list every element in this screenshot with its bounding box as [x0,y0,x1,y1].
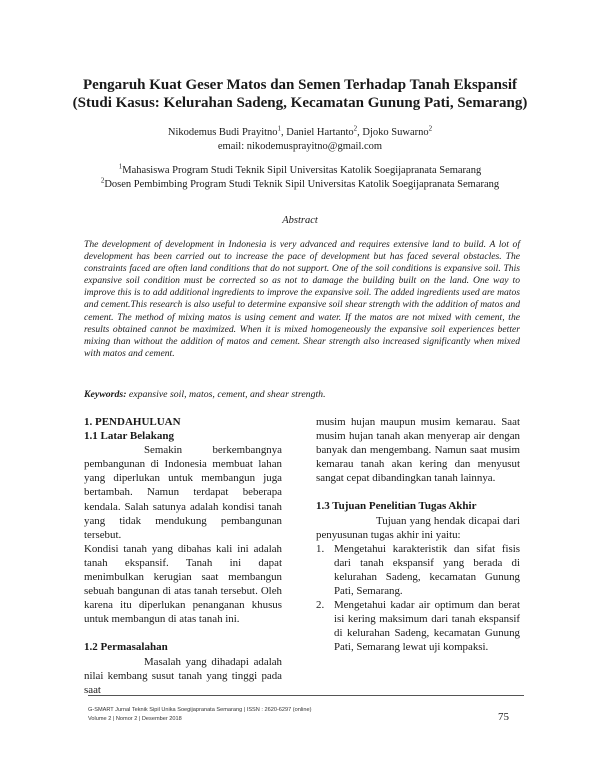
affiliation-2-text: Dosen Pembimbing Program Studi Teknik Sipil Universitas Katolik Soegijapranata Semarang [104,179,500,190]
list-item-text: Mengetahui kadar air optimum dan berat isi kering maksimum dari tanah ekspansif di kelurahan Sadeng, kecamatan Gunung Pati, Semarang lewat uji kompaksi. [334,599,520,654]
affiliation-2-mark: 2 [100,176,105,185]
list-item [316,598,520,654]
list-item [316,542,520,598]
keywords [84,389,520,400]
author-1: Nikodemus Budi Prayitno [167,127,278,138]
affiliation-1-text: Mahasiswa Program Studi Teknik Sipil Universitas Katolik Soegijapranata Semarang [122,165,482,176]
author-list: Nikodemus Budi Prayitno$^1$, Daniel Hartanto$^2$, Djoko Suwarno$^2$ [167,124,433,138]
paragraph: Semakin berkembangnya pembangunan di Indonesia membuat lahan yang diperlukan untuk membangun juga bertambah. Namun terdapat beberapa kendala. Salah satunya adalah kondisi tanah yang tidak mendukung pembangunan tersebut. [84,444,282,541]
section-1-heading: 1. PENDAHULUAN [84,416,181,428]
section-1-1-heading: 1.1 Latar Belakang [84,430,174,443]
footer-journal-line: G-SMART Jurnal Teknik Sipil Unika Soegijapranata Semarang | ISSN : 2620-6297 (online) [88,707,312,713]
keywords-label: Keywords: [84,389,127,400]
list-item-number: 2. [316,599,325,612]
abstract-heading: Abstract [282,215,318,226]
keywords-text: expansive soil, matos, cement, and shear strength. [126,389,326,400]
affiliation-2 [60,178,540,192]
page-number: 75 [498,711,509,723]
footer-volume-line: Volume 2 | Nomor 2 | Desember 2018 [88,716,182,722]
section-1-2-heading: 1.2 Permasalahan [84,641,168,654]
author-3-affiliation-mark: 2 [428,124,433,133]
section-1-3-heading: 1.3 Tujuan Penelitian Tugas Akhir [316,500,477,513]
list-item-number: 1. [316,542,325,555]
author-3: Djoko Suwarno [362,127,429,138]
author-1-affiliation-mark: 1 [277,124,282,133]
author-2: Daniel Hartanto [286,127,354,138]
objectives-list [316,542,520,655]
footer-journal-info [88,706,311,724]
paragraph: Kondisi tanah yang dibahas kali ini adalah tanah ekspansif. Tanah ini dapat menimbulkan kerugian saat membangun sebuah bangunan di atas tanah tersebut. Oleh karena itu diperlukan penanganan khusus untuk membangun di atas tanah ini. [84,542,282,626]
footer-divider [88,695,524,696]
paper-title-line-1: Pengaruh Kuat Geser Matos dan Semen Terhadap Tanah Ekspansif [83,77,517,93]
abstract-text: The development of development in Indonesia is very advanced and requires extensive land to build. A lot of development has been carried out to increase the pace of development but has faced several obstacles. The constraints faced are often land conditions that do not support. One of the soil conditions is expansive soil. This expansive soil condition must be corrected so as not to damage the building built on the land. One way to improve this is to add additional ingredients to improve the expansive soil. The added ingredients used are matos and cement.This research is also useful to determine expansive soil shear strength with the addition of matos and cement. The method of mixing matos is using cement and water. If the matos are not mixed with cement, the results obtained cannot be maximized. When it is mixed homogeneously the expansive soil experiences better mixing than without the addition of matos and cement. Shear strength also increased significantly when mixed with matos and cement. [84,239,520,359]
paragraph: musim hujan maupun musim kemarau. Saat musim hujan tanah akan menyerap air dengan banyak dan mengembang. Namun saat musim kemarau tanah akan kering dan menyusut sangat cepat dibandingkan tanah lainnya. [316,416,520,485]
author-email: email: nikodemusprayitno@gmail.com [217,141,383,152]
affiliation-1-mark: 1 [118,162,123,171]
list-item-text: Mengetahui karakteristik dan sifat fisis dari tanah ekspansif yang berada di kelurahan Sadeng, kecamatan Gunung Pati, Semarang. [334,542,520,598]
paper-title-line-2: (Studi Kasus: Kelurahan Sadeng, Kecamatan Gunung Pati, Semarang) [72,95,528,111]
paragraph: Masalah yang dihadapi adalah nilai kembang susut tanah yang tinggi pada saat [84,655,282,696]
left-column [84,415,282,697]
right-column [316,415,520,655]
affiliation-1 [60,164,540,178]
paragraph: Tujuan yang hendak dicapai dari penyusunan tugas akhir ini yaitu: [316,514,520,541]
author-2-affiliation-mark: 2 [353,124,358,133]
